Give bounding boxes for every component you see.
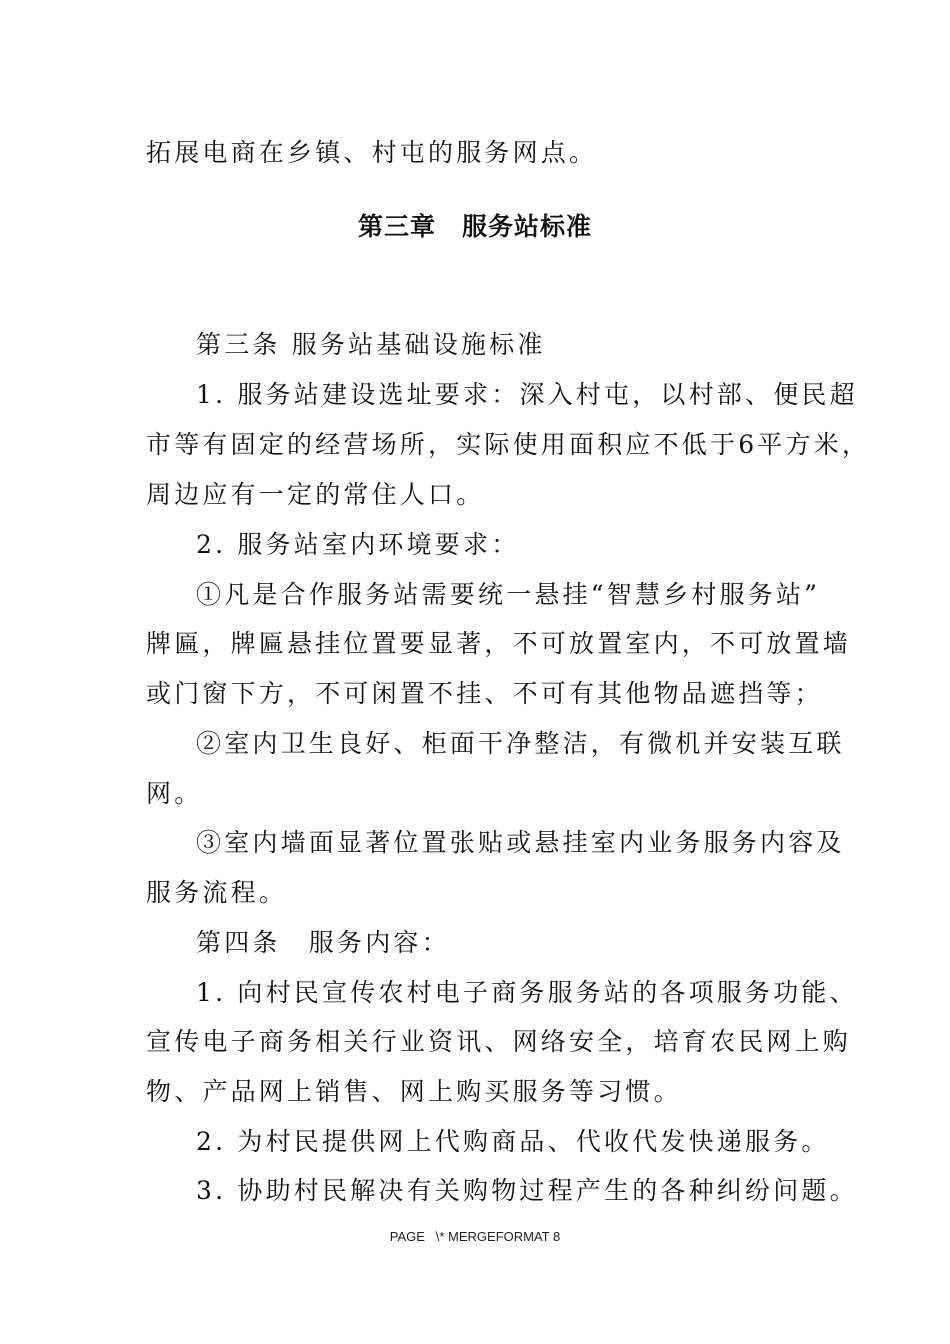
paragraph-line: 或门窗下方，不可闲置不挂、不可有其他物品遮挡等； — [146, 679, 823, 708]
paragraph-line: 拓展电商在乡镇、村屯的服务网点。 — [146, 138, 598, 167]
paragraph-line: 1. 服务站建设选址要求：深入村屯，以村部、便民超 — [196, 380, 858, 409]
paragraph-line: 3. 协助村民解决有关购物过程产生的各种纠纷问题。 — [196, 1176, 858, 1205]
paragraph-line: ③室内墙面显著位置张贴或悬挂室内业务服务内容及 — [196, 828, 845, 857]
article-title: 第三条 服务站基础设施标准 — [196, 330, 546, 359]
paragraph-line: ②室内卫生良好、柜面干净整洁，有微机并安装互联 — [196, 729, 845, 758]
paragraph-line: 1. 向村民宣传农村电子商务服务站的各项服务功能、 — [196, 978, 858, 1007]
paragraph-line: 服务流程。 — [146, 878, 288, 907]
paragraph-line: 物、产品网上销售、网上购买服务等习惯。 — [146, 1077, 682, 1106]
paragraph-line: 2. 为村民提供网上代购商品、代收代发快递服务。 — [196, 1127, 830, 1156]
chapter-heading: 第三章 服务站标准 — [357, 212, 592, 241]
paragraph-line: 宣传电子商务相关行业资讯、网络安全，培育农民网上购 — [146, 1027, 852, 1056]
paragraph-line: 市等有固定的经营场所，实际使用面积应不低于6平方米， — [146, 430, 871, 459]
paragraph-line: 周边应有一定的常住人口。 — [146, 480, 485, 509]
article-title: 第四条 服务内容： — [196, 928, 450, 957]
page-footer: PAGE \* MERGEFORMAT 8 — [389, 1229, 561, 1244]
paragraph-line: 牌匾，牌匾悬挂位置要显著，不可放置室内，不可放置墙 — [146, 629, 852, 658]
paragraph-line: 网。 — [146, 779, 203, 808]
paragraph-line: ①凡是合作服务站需要统一悬挂“智慧乡村服务站” — [196, 580, 821, 609]
paragraph-line: 2. 服务站室内环境要求： — [196, 530, 520, 559]
